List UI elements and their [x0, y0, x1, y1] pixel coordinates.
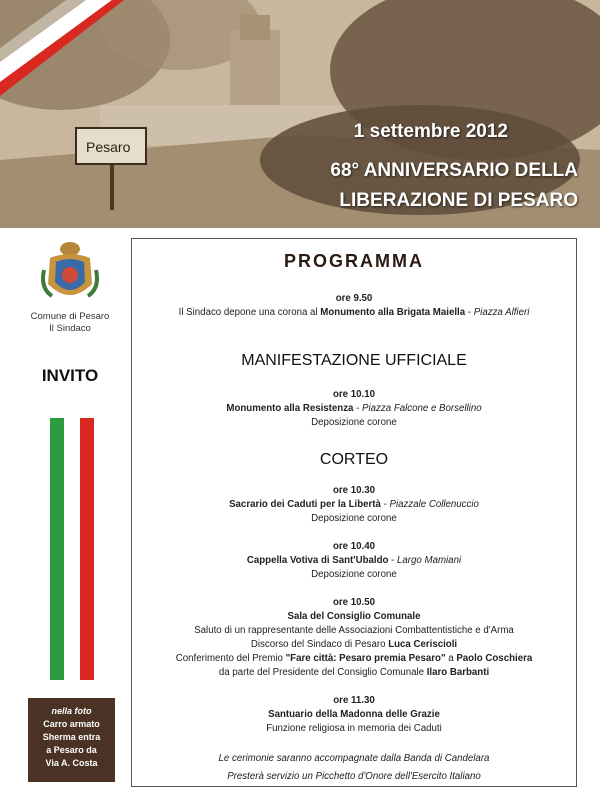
section-heading: CORTEO	[319, 451, 389, 468]
coat-of-arms-icon	[40, 240, 100, 308]
caption-line: Sherma entra	[42, 732, 101, 742]
comune-line-2: Il Sindaco	[49, 323, 91, 334]
program-box	[131, 238, 577, 787]
event-note: Deposizione corone	[311, 417, 397, 428]
flag-stripe-green	[50, 418, 64, 680]
event-time: ore 9.50	[335, 293, 373, 304]
event-time: ore 10.40	[332, 541, 375, 552]
program-title: PROGRAMMA	[284, 251, 424, 271]
event-note: Deposizione corone	[311, 569, 397, 580]
event-line: Saluto di un rappresentante delle Associazioni Combattentistiche e d'Arma	[194, 625, 514, 636]
event-date: 1 settembre 2012	[353, 121, 508, 142]
event-line: Sacrario dei Caduti per la Libertà - Piazzale Collenuccio	[229, 499, 479, 510]
event-line: da parte del Presidente del Consiglio Comunale Ilaro Barbanti	[218, 667, 490, 678]
flag-stripe-red	[80, 418, 94, 680]
header-photo	[0, 0, 600, 228]
event-time: ore 11.30	[333, 695, 375, 706]
photo-caption	[28, 698, 115, 782]
event-note: Deposizione corone	[311, 513, 397, 524]
caption-label: nella foto	[51, 706, 92, 716]
municipality-label	[15, 311, 125, 335]
caption-line: Via A. Costa	[45, 758, 98, 768]
footer-line: Le cerimonie saranno accompagnate dalla Banda di Candelara	[218, 753, 490, 764]
invito-heading: INVITO	[41, 366, 99, 385]
caption-line: Carro armato	[43, 719, 100, 729]
event-note: Funzione religiosa in memoria dei Caduti	[266, 723, 442, 734]
event-line: Discorso del Sindaco di Pesaro Luca Ceriscioli	[250, 639, 458, 650]
event-line: Il Sindaco depone una corona al Monumento alla Brigata Maiella - Piazza Alfieri	[178, 307, 530, 318]
road-sign-text: Pesaro	[86, 139, 131, 155]
section-heading: MANIFESTAZIONE UFFICIALE	[241, 352, 467, 369]
event-time: ore 10.50	[332, 597, 375, 608]
footer-line: Presterà servizio un Picchetto d'Onore dell'Esercito Italiano	[227, 771, 481, 782]
event-line: Monumento alla Resistenza - Piazza Falcone e Borsellino	[226, 403, 482, 414]
event-time: ore 10.10	[332, 389, 375, 400]
comune-line-1: Comune di Pesaro	[30, 311, 110, 322]
title-line-1: 68° ANNIVERSARIO DELLA	[330, 160, 578, 181]
event-line: Sala del Consiglio Comunale	[287, 611, 421, 622]
event-time: ore 10.30	[332, 485, 375, 496]
caption-line: a Pesaro da	[46, 745, 97, 755]
title-line-2: LIBERAZIONE DI PESARO	[339, 190, 578, 211]
event-line: Santuario della Madonna delle Grazie	[268, 709, 440, 720]
event-line: Conferimento del Premio "Fare città: Pesaro premia Pesaro" a Paolo Coschiera	[175, 653, 533, 664]
event-line: Cappella Votiva di Sant'Ubaldo - Largo Mamiani	[246, 555, 462, 566]
